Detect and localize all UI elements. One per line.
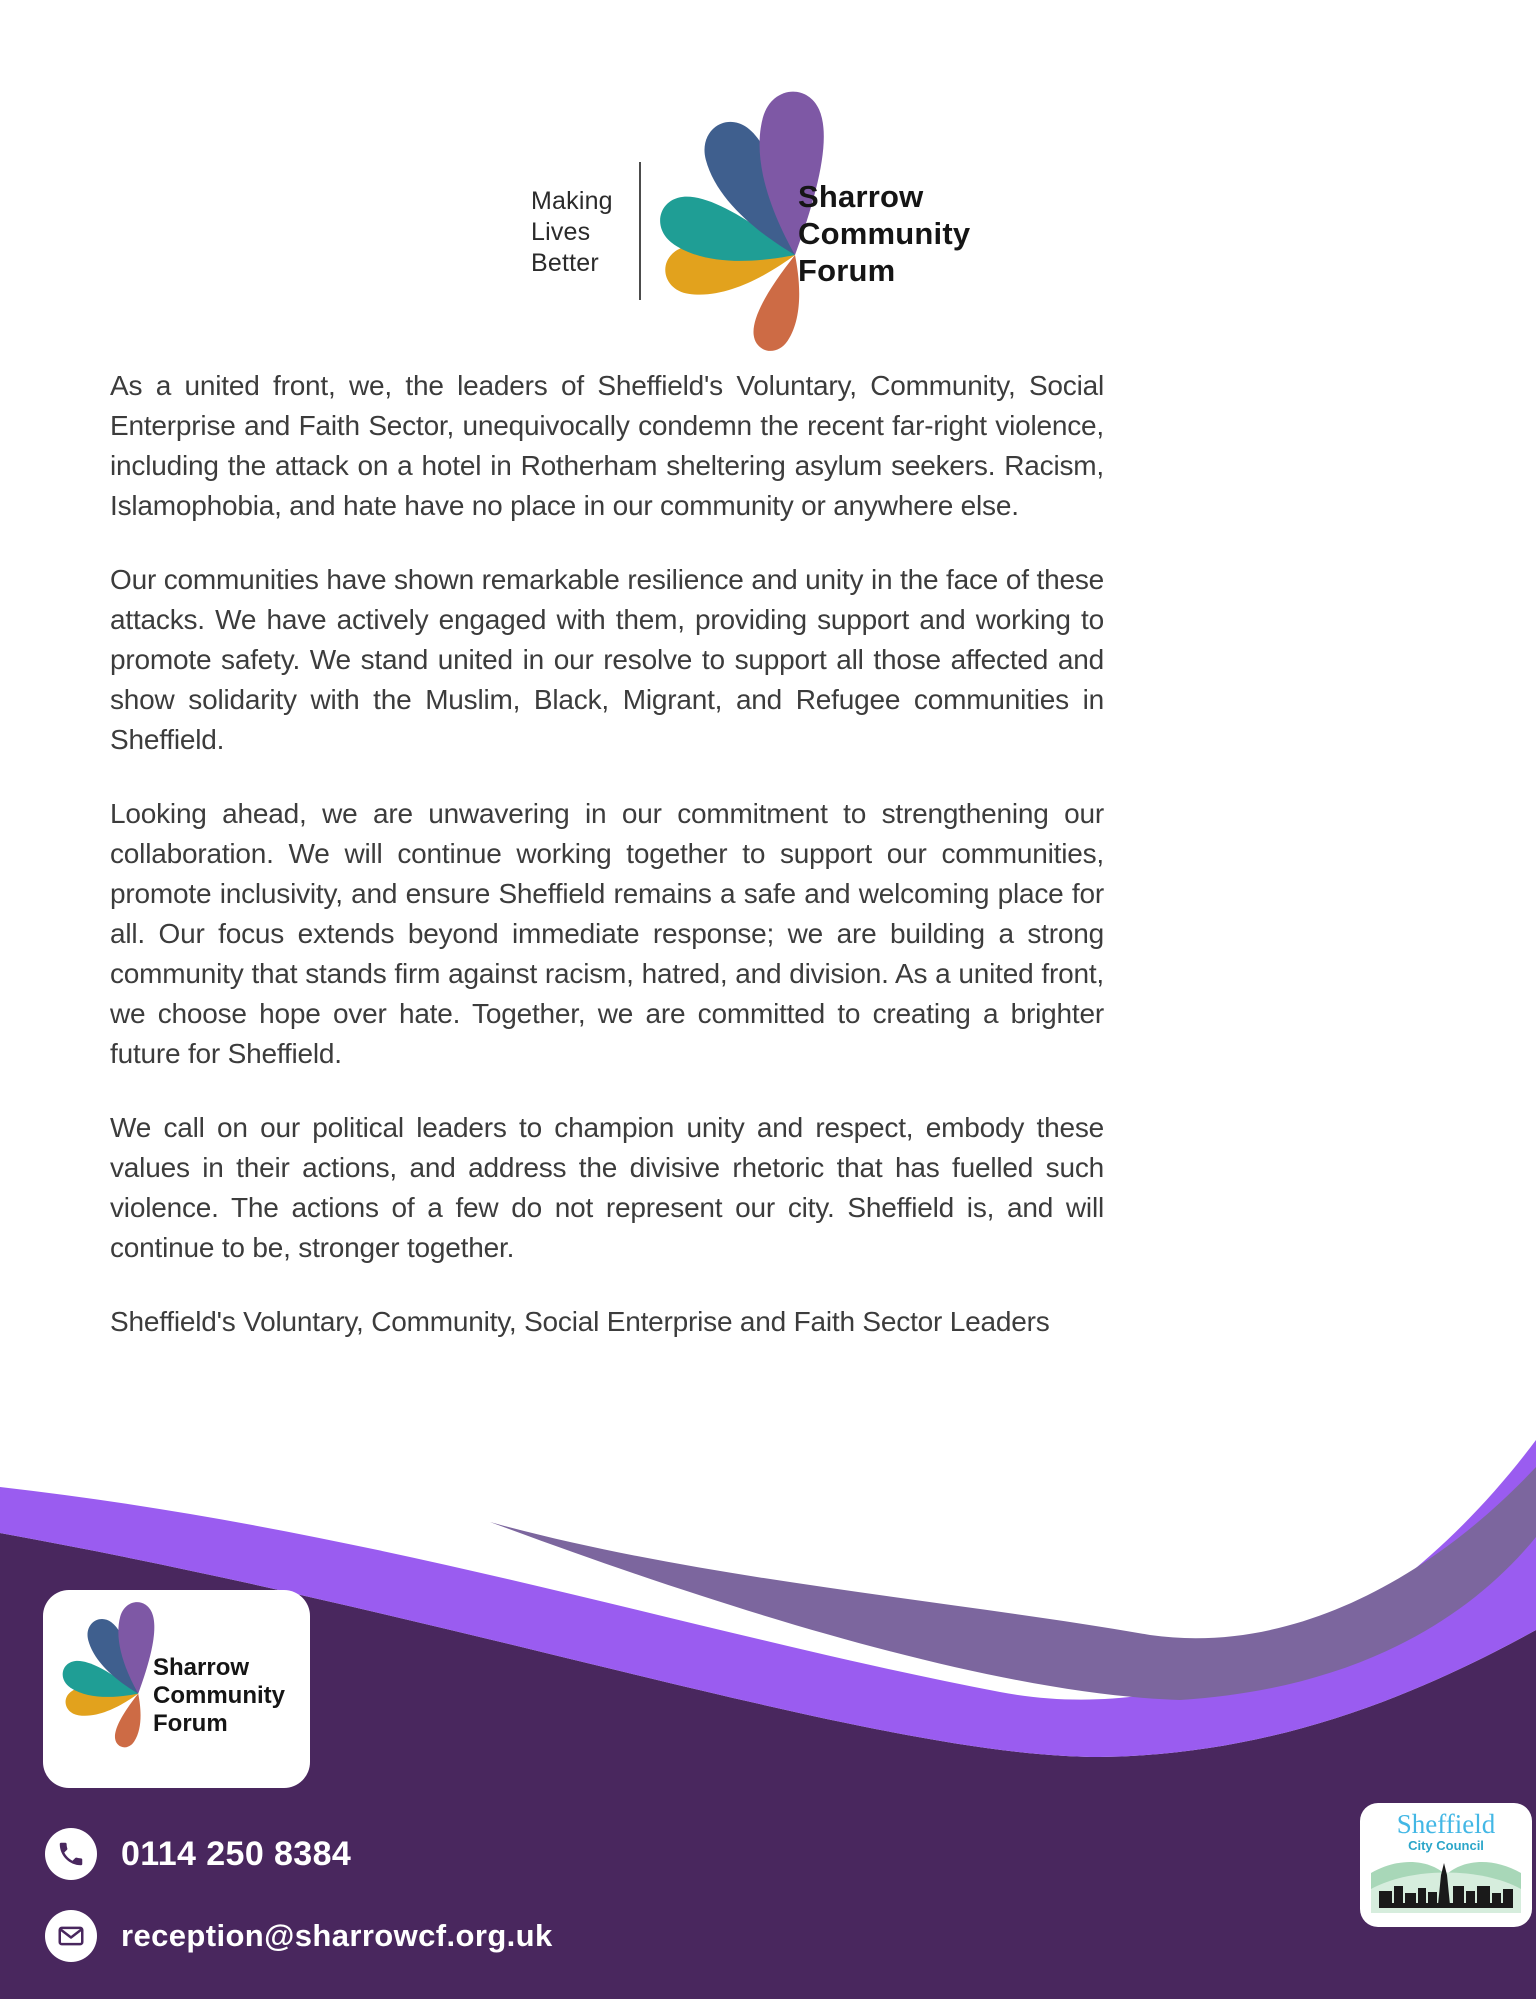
phone-icon — [45, 1828, 97, 1880]
sharrow-logo-card — [43, 1590, 310, 1788]
making-lives-better-tagline — [531, 186, 613, 279]
brand-line: Community — [798, 216, 971, 251]
letter-body — [110, 366, 1104, 1342]
tagline-line: Lives — [531, 218, 591, 246]
brand-name — [798, 178, 970, 289]
sharrow-petals-logo-icon — [625, 70, 825, 370]
council-logo-card — [1360, 1803, 1532, 1927]
sharrow-petals-logo-icon — [43, 1590, 155, 1758]
phone-number[interactable]: 0114 250 8384 — [121, 1834, 352, 1873]
city-skyline-graphic — [1371, 1855, 1521, 1917]
brand-line: Forum — [798, 253, 896, 288]
brand-line: Sharrow — [153, 1654, 250, 1681]
paragraph-commitment: Looking ahead, we are unwavering in our commitment to strengthening our collaboration. We will continue working together to support our communities, promote inclusivity, and ensure Sheffield remains a safe and welcoming place for all. Our focus extends beyond immediate response; we are building a strong community that stands firm against racism, hatred, and division. As a united front, we choose hope over hate. Together, we are committed to creating a brighter future for Sheffield. — [110, 798, 1104, 1069]
paragraph-call-to-leaders: We call on our political leaders to champion unity and respect, embody these values in their actions, and address the divisive rhetoric that has fuelled such violence. The actions of a few do not represent our city. Sheffield is, and will continue to be, stronger together. — [110, 1112, 1104, 1263]
tagline-line: Better — [531, 249, 599, 277]
tagline-line: Making — [531, 187, 613, 215]
brand-line: Forum — [153, 1710, 228, 1737]
brand-line: Community — [153, 1682, 285, 1709]
petal-fan — [60, 1600, 155, 1749]
council-title: Sheffield — [1396, 1809, 1496, 1839]
council-subtitle: City Council — [1408, 1838, 1484, 1853]
signature-line: Sheffield's Voluntary, Community, Social Enterprise and Faith Sector Leaders — [110, 1306, 1050, 1337]
paragraph-resilience: Our communities have shown remarkable resilience and unity in the face of these attacks. We have actively engaged with them, providing support and working to promote safety. We stand united in our resolve to support all those affected and show solidarity with the Muslim, Black, Migrant, and Refugee communities in Sheffield. — [110, 564, 1104, 755]
email-row — [45, 1910, 553, 1962]
envelope-icon — [45, 1910, 97, 1962]
email-address[interactable]: reception@sharrowcf.org.uk — [121, 1918, 553, 1953]
brand-line: Sharrow — [798, 179, 924, 214]
paragraph-condemnation: As a united front, we, the leaders of Sheffield's Voluntary, Community, Social Enterprise and Faith Sector, unequivocally condemn the recent far-right violence, including the attack on a hotel in Rotherham sheltering asylum seekers. Racism, Islamophobia, and hate have no place in our community or anywhere else. — [110, 370, 1104, 521]
phone-row — [45, 1828, 351, 1880]
card-brand-name — [153, 1654, 285, 1738]
